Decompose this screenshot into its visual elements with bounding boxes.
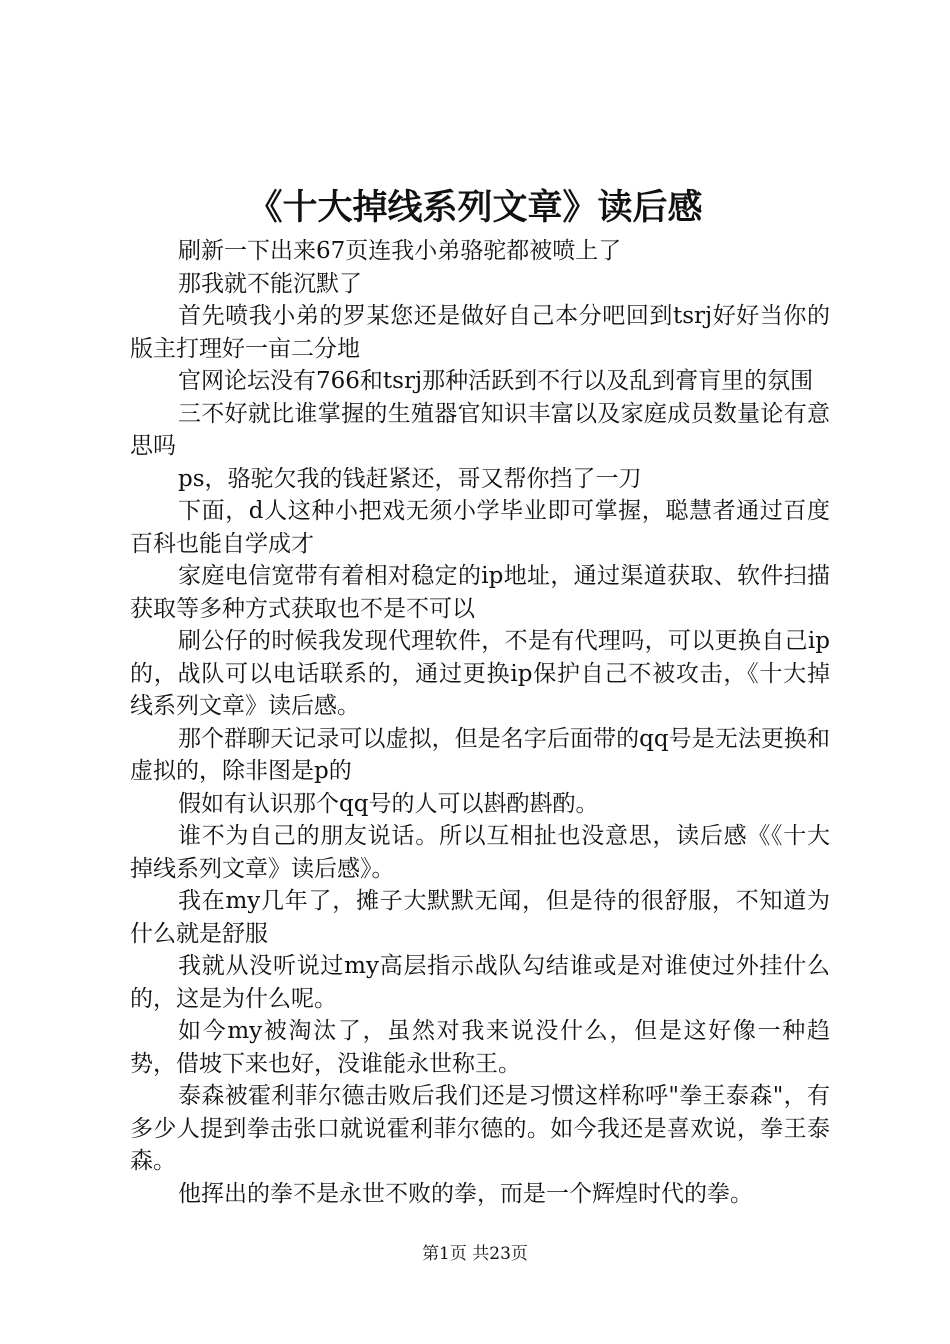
paragraph: 下面，d人这种小把戏无须小学毕业即可掌握，聪慧者通过百度百科也能自学成才 xyxy=(130,498,830,557)
paragraph: 如今my被淘汰了，虽然对我来说没什么，但是这好像一种趋势，借坡下来也好，没谁能永世称王。 xyxy=(130,1018,830,1077)
paragraph: 家庭电信宽带有着相对稳定的ip地址，通过渠道获取、软件扫描获取等多种方式获取也不是不可以 xyxy=(130,563,830,622)
paragraph: 我在my几年了，摊子大默默无闻，但是待的很舒服，不知道为什么就是舒服 xyxy=(130,888,830,947)
paragraph: 那我就不能沉默了 xyxy=(178,270,362,297)
paragraph: 他挥出的拳不是永世不败的拳，而是一个辉煌时代的拳。 xyxy=(178,1180,753,1207)
paragraph: 那个群聊天记录可以虚拟，但是名字后面带的qq号是无法更换和虚拟的，除非图是p的 xyxy=(130,725,830,784)
paragraph: ps，骆驼欠我的钱赶紧还，哥又帮你挡了一刀 xyxy=(178,465,642,492)
paragraph: 泰森被霍利菲尔德击败后我们还是习惯这样称呼"拳王泰森"，有多少人提到拳击张口就说霍利菲尔德的。如今我还是喜欢说，拳王泰森。 xyxy=(130,1083,830,1174)
paragraph: 三不好就比谁掌握的生殖器官知识丰富以及家庭成员数量论有意思吗 xyxy=(130,400,830,459)
document-title: 《十大掉线系列文章》读后感 xyxy=(247,187,703,228)
paragraph: 我就从没听说过my高层指示战队勾结谁或是对谁使过外挂什么的，这是为什么呢。 xyxy=(130,953,830,1012)
paragraph: 官网论坛没有766和tsrj那种活跃到不行以及乱到膏肓里的氛围 xyxy=(178,368,814,394)
paragraph: 谁不为自己的朋友说话。所以互相扯也没意思，读后感《《十大掉线系列文章》读后感》。 xyxy=(130,823,830,882)
paragraph: 刷公仔的时候我发现代理软件，不是有代理吗，可以更换自己ip的，战队可以电话联系的，通过更换ip保护自己不被攻击，《十大掉线系列文章》读后感。 xyxy=(130,628,830,719)
paragraph: 刷新一下出来67页连我小弟骆驼都被喷上了 xyxy=(178,238,622,264)
paragraph: 假如有认识那个qq号的人可以斟酌斟酌。 xyxy=(178,790,599,817)
paragraph: 首先喷我小弟的罗某您还是做好自己本分吧回到tsrj好好当你的版主打理好一亩二分地 xyxy=(130,303,830,362)
page-number: 第1页 共23页 xyxy=(422,1244,528,1264)
document-body xyxy=(130,235,830,1210)
